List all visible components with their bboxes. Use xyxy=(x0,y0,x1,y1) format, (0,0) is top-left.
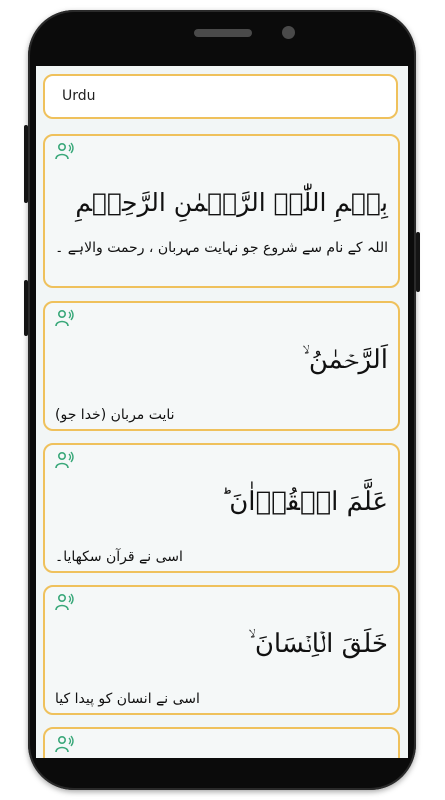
speaker-icon[interactable] xyxy=(54,141,76,161)
verse-card xyxy=(43,727,400,758)
verse-card xyxy=(43,301,400,431)
verse-translation: اسی نے انسان کو پیدا کیا xyxy=(55,691,200,707)
verse-card xyxy=(43,585,400,715)
phone-frame xyxy=(28,10,416,790)
verse-card xyxy=(43,443,400,573)
side-button xyxy=(416,232,420,292)
speaker-icon[interactable] xyxy=(54,308,76,328)
language-label: Urdu xyxy=(62,88,96,104)
verse-arabic: بِسۡمِ اللّٰہِ الرَّحۡمٰنِ الرَّحِیۡمِ xyxy=(75,188,388,217)
verse-translation: اللہ کے نام سے شروع جو نہایت مہربان ، رحمت والاہے ۔ xyxy=(55,240,388,256)
verse-arabic: خَلَقَ الۡاِنۡسَانَ ۙ xyxy=(248,629,388,659)
app-screen xyxy=(36,66,408,758)
volume-button xyxy=(24,125,28,203)
speaker-icon[interactable] xyxy=(54,450,76,470)
verse-arabic: عَلَّمَ الۡقُرۡاٰنَ ؕ xyxy=(220,487,388,517)
verse-card xyxy=(43,134,400,288)
front-camera xyxy=(282,26,295,39)
earpiece-speaker xyxy=(194,29,252,37)
verse-translation: (خدا جو) نایت مربان xyxy=(55,407,175,423)
speaker-icon[interactable] xyxy=(54,734,76,754)
verse-translation: اسی نے قرآن سکھایا۔ xyxy=(55,549,183,565)
speaker-icon[interactable] xyxy=(54,592,76,612)
language-selector[interactable] xyxy=(43,74,398,119)
verse-arabic: اَلرَّحۡمٰنُ ۙ xyxy=(302,345,388,375)
power-button xyxy=(24,280,28,336)
